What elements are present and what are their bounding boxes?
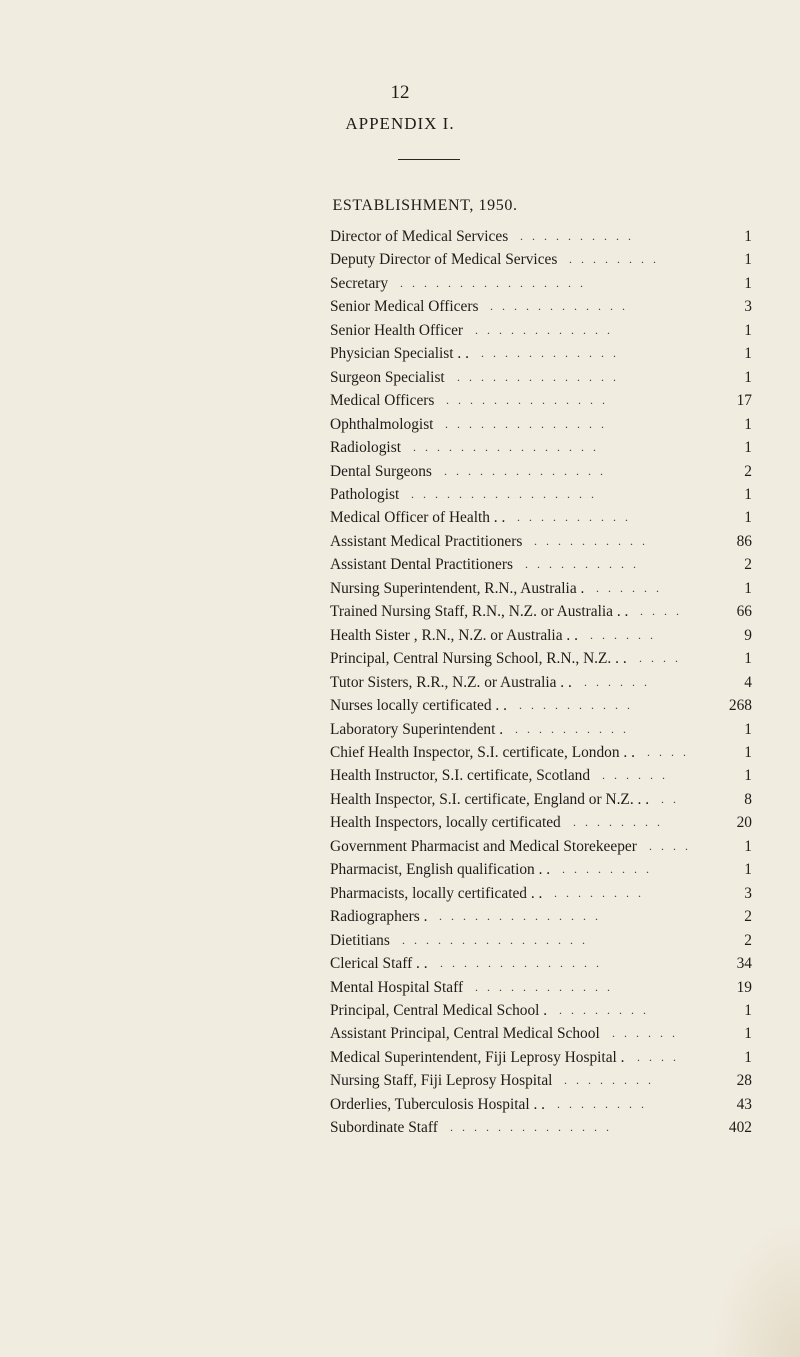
position-count: 86 bbox=[736, 532, 752, 550]
establishment-row bbox=[330, 389, 752, 412]
establishment-row bbox=[330, 1069, 752, 1092]
position-title: Laboratory Superintendent . bbox=[330, 720, 504, 738]
position-count: 1 bbox=[744, 251, 752, 269]
position-count: 1 bbox=[744, 767, 752, 785]
leader-dots: . . . . . . . . . . . . . . bbox=[439, 909, 601, 924]
position-title: Physician Specialist . . bbox=[330, 345, 469, 363]
position-title: Subordinate Staff bbox=[330, 1119, 438, 1137]
leader-dots: . . . . bbox=[640, 604, 682, 619]
paper-stain bbox=[710, 1217, 800, 1357]
position-title: Senior Health Officer bbox=[330, 321, 464, 339]
position-count: 1 bbox=[744, 274, 752, 292]
position-count: 9 bbox=[744, 626, 752, 644]
position-title: Health Instructor, S.I. certificate, Scotland bbox=[330, 767, 591, 785]
position-count: 1 bbox=[744, 650, 752, 668]
establishment-row bbox=[330, 858, 752, 881]
leader-dots: . . . . . . bbox=[602, 768, 668, 783]
position-count: 1 bbox=[744, 485, 752, 503]
position-count: 268 bbox=[728, 697, 752, 715]
position-count: 1 bbox=[744, 720, 752, 738]
establishment-row bbox=[330, 319, 752, 342]
leader-dots: . . . . . . . . . . . . . . bbox=[445, 416, 607, 431]
leader-dots: . . bbox=[661, 791, 679, 806]
position-count: 1 bbox=[744, 439, 752, 457]
position-title: Medical Officers bbox=[330, 392, 435, 410]
position-count: 1 bbox=[744, 579, 752, 597]
establishment-row bbox=[330, 835, 752, 858]
position-count: 1 bbox=[744, 1048, 752, 1066]
leader-dots: . . . . . . . . . . bbox=[519, 698, 633, 713]
establishment-row bbox=[330, 647, 752, 670]
position-count: 3 bbox=[744, 298, 752, 316]
position-count: 43 bbox=[736, 1095, 752, 1113]
leader-dots: . . . . . . bbox=[584, 674, 650, 689]
establishment-row bbox=[330, 788, 752, 811]
establishment-row bbox=[330, 600, 752, 623]
leader-dots: . . . . . . . . bbox=[564, 1073, 654, 1088]
position-count: 2 bbox=[744, 462, 752, 480]
position-count: 1 bbox=[744, 837, 752, 855]
position-title: Deputy Director of Medical Services bbox=[330, 251, 558, 269]
position-title: Pharmacists, locally certificated . . bbox=[330, 884, 543, 902]
position-title: Dental Surgeons bbox=[330, 462, 432, 480]
establishment-row bbox=[330, 460, 752, 483]
establishment-row bbox=[330, 694, 752, 717]
position-count: 20 bbox=[736, 814, 752, 832]
leader-dots: . . . . . . . . . . bbox=[534, 533, 648, 548]
leader-dots: . . . . . . . . . . . . bbox=[475, 979, 613, 994]
leader-dots: . . . . bbox=[639, 651, 681, 666]
leader-dots: . . . . . . . . . . . . . . . . bbox=[400, 275, 586, 290]
position-count: 1 bbox=[744, 509, 752, 527]
leader-dots: . . . . . . . . . . . . . . bbox=[457, 369, 619, 384]
establishment-row bbox=[330, 225, 752, 248]
leader-dots: . . . . . . . . . . bbox=[515, 721, 629, 736]
position-title: Tutor Sisters, R.R., N.Z. or Australia . . bbox=[330, 673, 572, 691]
establishment-row bbox=[330, 577, 752, 600]
position-title: Assistant Medical Practitioners bbox=[330, 532, 523, 550]
position-count: 1 bbox=[744, 743, 752, 761]
establishment-row bbox=[330, 718, 752, 741]
establishment-row bbox=[330, 929, 752, 952]
establishment-row bbox=[330, 1093, 752, 1116]
position-title: Orderlies, Tuberculosis Hospital . . bbox=[330, 1095, 546, 1113]
leader-dots: . . . . . . . . . . . . . . bbox=[444, 463, 606, 478]
position-count: 1 bbox=[744, 861, 752, 879]
position-count: 1 bbox=[744, 345, 752, 363]
establishment-row bbox=[330, 741, 752, 764]
position-title: Health Sister , R.N., N.Z. or Australia . . bbox=[330, 626, 578, 644]
position-title: Mental Hospital Staff bbox=[330, 978, 464, 996]
establishment-row bbox=[330, 413, 752, 436]
establishment-row bbox=[330, 1046, 752, 1069]
leader-dots: . . . . . . . . bbox=[569, 252, 659, 267]
page-number: 12 bbox=[390, 82, 410, 103]
leader-dots: . . . . . . . . . . . . . . . . bbox=[413, 440, 599, 455]
position-title: Clerical Staff . . bbox=[330, 955, 428, 973]
title-divider bbox=[398, 159, 460, 160]
leader-dots: . . . . . . . . . . . . bbox=[490, 299, 628, 314]
position-count: 1 bbox=[744, 1025, 752, 1043]
leader-dots: . . . . . . bbox=[590, 627, 656, 642]
position-title: Ophthalmologist bbox=[330, 415, 434, 433]
position-title: Trained Nursing Staff, R.N., N.Z. or Australia . . bbox=[330, 603, 629, 621]
establishment-row bbox=[330, 882, 752, 905]
position-title: Nursing Superintendent, R.N., Australia . bbox=[330, 579, 585, 597]
position-title: Chief Health Inspector, S.I. certificate, London . . bbox=[330, 743, 635, 761]
leader-dots: . . . . . . . . . . bbox=[517, 510, 631, 525]
leader-dots: . . . . . . . . bbox=[573, 815, 663, 830]
establishment-row bbox=[330, 764, 752, 787]
establishment-row bbox=[330, 553, 752, 576]
position-title: Medical Superintendent, Fiji Leprosy Hospital . bbox=[330, 1048, 625, 1066]
position-count: 2 bbox=[744, 556, 752, 574]
leader-dots: . . . . . . bbox=[596, 580, 662, 595]
establishment-row bbox=[330, 1116, 752, 1139]
position-title: Nurses locally certificated . . bbox=[330, 697, 507, 715]
position-title: Senior Medical Officers bbox=[330, 298, 479, 316]
position-count: 2 bbox=[744, 931, 752, 949]
leader-dots: . . . . . . bbox=[612, 1026, 678, 1041]
leader-dots: . . . . . . . . . . . . . . bbox=[440, 956, 602, 971]
establishment-heading: ESTABLISHMENT, 1950. bbox=[332, 197, 518, 214]
leader-dots: . . . . . . . . bbox=[557, 1096, 647, 1111]
leader-dots: . . . . . . . . . . bbox=[520, 229, 634, 243]
position-title: Radiologist bbox=[330, 439, 401, 457]
leader-dots: . . . . . . . . . . . . bbox=[475, 322, 613, 337]
establishment-row bbox=[330, 506, 752, 529]
establishment-row bbox=[330, 976, 752, 999]
leader-dots: . . . . . . . . . . . . . . bbox=[450, 1120, 612, 1135]
leader-dots: . . . . bbox=[649, 838, 691, 853]
appendix-title: APPENDIX I. bbox=[345, 114, 455, 133]
leader-dots: . . . . . . . . . . bbox=[525, 557, 639, 572]
position-count: 66 bbox=[736, 603, 752, 621]
establishment-row bbox=[330, 999, 752, 1022]
position-count: 1 bbox=[744, 321, 752, 339]
leader-dots: . . . . . . . . . . . . . . bbox=[446, 393, 608, 408]
position-count: 28 bbox=[736, 1072, 752, 1090]
position-title: Surgeon Specialist bbox=[330, 368, 445, 386]
position-title: Health Inspectors, locally certificated bbox=[330, 814, 561, 832]
position-title: Medical Officer of Health . . bbox=[330, 509, 506, 527]
leader-dots: . . . . bbox=[637, 1049, 679, 1064]
position-count: 402 bbox=[728, 1119, 752, 1137]
establishment-row bbox=[330, 342, 752, 365]
position-title: Pathologist bbox=[330, 485, 400, 503]
establishment-row bbox=[330, 1022, 752, 1045]
position-title: Secretary bbox=[330, 274, 389, 292]
position-count: 1 bbox=[744, 1001, 752, 1019]
position-title: Assistant Principal, Central Medical School bbox=[330, 1025, 600, 1043]
establishment-row bbox=[330, 905, 752, 928]
establishment-row bbox=[330, 671, 752, 694]
establishment-list bbox=[330, 225, 752, 1140]
position-title: Pharmacist, English qualification . . bbox=[330, 861, 551, 879]
position-count: 8 bbox=[744, 790, 752, 808]
leader-dots: . . . . . . . . bbox=[554, 885, 644, 900]
leader-dots: . . . . . . . . . . . . bbox=[481, 346, 619, 361]
position-count: 2 bbox=[744, 908, 752, 926]
position-title: Dietitians bbox=[330, 931, 390, 949]
leader-dots: . . . . . . . . . . . . . . . . bbox=[402, 932, 588, 947]
position-title: Assistant Dental Practitioners bbox=[330, 556, 513, 574]
position-title: Health Inspector, S.I. certificate, England or N.Z. . . bbox=[330, 790, 650, 808]
leader-dots: . . . . . . . . bbox=[562, 862, 652, 877]
position-title: Principal, Central Nursing School, R.N., N.Z. . . bbox=[330, 650, 627, 668]
establishment-row bbox=[330, 436, 752, 459]
position-count: 1 bbox=[744, 228, 752, 245]
establishment-row bbox=[330, 248, 752, 271]
position-count: 34 bbox=[736, 955, 752, 973]
position-count: 19 bbox=[736, 978, 752, 996]
leader-dots: . . . . . . . . bbox=[559, 1002, 649, 1017]
establishment-row bbox=[330, 483, 752, 506]
position-count: 1 bbox=[744, 368, 752, 386]
position-title: Radiographers . bbox=[330, 908, 428, 926]
position-title: Director of Medical Services bbox=[330, 228, 509, 245]
position-title: Nursing Staff, Fiji Leprosy Hospital bbox=[330, 1072, 553, 1090]
position-count: 4 bbox=[744, 673, 752, 691]
establishment-row bbox=[330, 811, 752, 834]
establishment-row bbox=[330, 952, 752, 975]
position-title: Principal, Central Medical School . bbox=[330, 1001, 548, 1019]
position-count: 3 bbox=[744, 884, 752, 902]
establishment-row bbox=[330, 624, 752, 647]
establishment-row bbox=[330, 272, 752, 295]
establishment-row bbox=[330, 295, 752, 318]
position-count: 17 bbox=[736, 392, 752, 410]
establishment-row bbox=[330, 530, 752, 553]
establishment-row bbox=[330, 366, 752, 389]
leader-dots: . . . . . . . . . . . . . . . . bbox=[411, 486, 597, 501]
position-count: 1 bbox=[744, 415, 752, 433]
leader-dots: . . . . bbox=[647, 744, 689, 759]
position-title: Government Pharmacist and Medical Storekeeper bbox=[330, 837, 637, 855]
